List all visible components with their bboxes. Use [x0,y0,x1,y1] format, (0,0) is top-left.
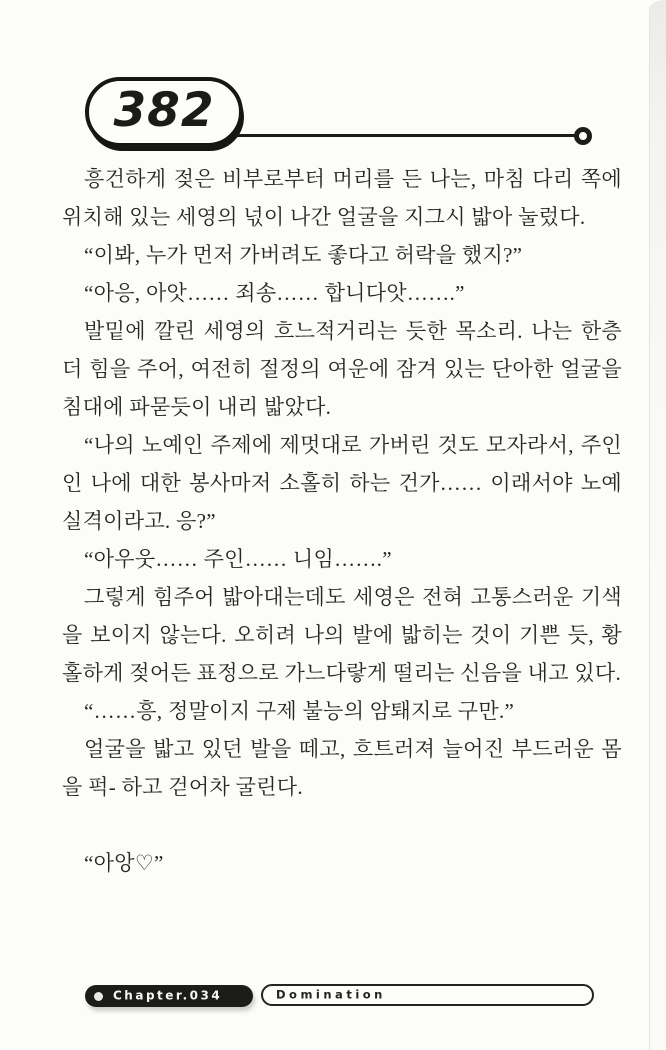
paragraph: “아응, 아앗…… 죄송…… 합니다앗…….” [84,281,465,305]
paragraph: “……흥, 정말이지 구제 불능의 암퇘지로 구만.” [84,699,515,723]
paragraph: “아앙♡” [84,851,164,875]
page-number: 382 [113,82,215,138]
header-rule [232,134,576,137]
bullet-dot-icon [94,992,103,1001]
page-number-tab [85,77,243,147]
paragraph: 얼굴을 밟고 있던 발을 떼고, 흐트러져 늘어진 부드러운 몸을 퍽- 하고 걷어차 굴린다. [62,737,622,799]
footer-title-badge [261,984,594,1006]
paragraph: 그렇게 힘주어 밟아대는데도 세영은 전혀 고통스러운 기색을 보이지 않는다. 오히려 나의 발에 밟히는 것이 기쁜 듯, 황홀하게 젖어든 표정으로 가느다랗게 떨리는 신음을 내고 있다. [62,585,622,685]
footer-chapter-badge [85,985,253,1007]
paragraph: 흥건하게 젖은 비부로부터 머리를 든 나는, 마침 다리 쪽에 위치해 있는 세영의 넋이 나간 얼굴을 지그시 밟아 눌렀다. [62,167,622,229]
paragraph: 발밑에 깔린 세영의 흐느적거리는 듯한 목소리. 나는 한층 더 힘을 주어, 여전히 절정의 여운에 잠겨 있는 단아한 얼굴을 침대에 파묻듯이 내리 밟았다. [62,319,622,419]
page-edge-shadow [649,0,666,1050]
paragraph: “나의 노예인 주제에 제멋대로 가버린 것도 모자라서, 주인인 나에 대한 봉사마저 소홀히 하는 건가…… 이래서야 노예 실격이라고. 응?” [62,433,622,533]
paragraph: “아우웃…… 주인…… 니임…….” [84,547,392,571]
chapter-label: Chapter.034 [113,988,223,1003]
body-text [62,160,622,882]
book-title-label: Domination [276,987,386,1002]
paragraph: “이봐, 누가 먼저 가버려도 좋다고 허락을 했지?” [84,243,523,267]
ring-icon [574,127,592,145]
